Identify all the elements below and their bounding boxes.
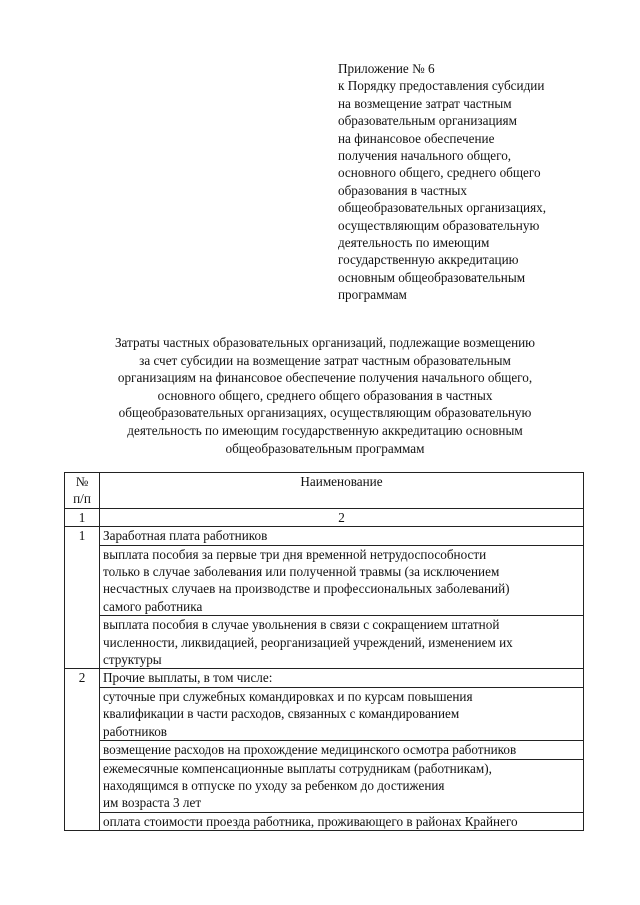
expenses-table (64, 472, 584, 831)
appendix-line: государственную аккредитацию (338, 252, 519, 268)
item-line: несчастных случаев на производстве и профессиональных заболеваний) (103, 581, 510, 597)
item-line: им возраста 3 лет (103, 795, 202, 811)
item-line: ежемесячные компенсационные выплаты сотрудникам (работникам), (103, 760, 492, 776)
appendix-line: осуществляющим образовательную (338, 217, 540, 233)
title-line: общеобразовательных организациях, осуществляющим образовательную (118, 405, 532, 421)
appendix-line: программам (338, 287, 407, 303)
colnum-2: 2 (100, 508, 584, 526)
list-item (100, 545, 583, 616)
header-name: Наименование (100, 473, 584, 509)
row-items (100, 527, 584, 669)
title-line: Затраты частных образовательных организаций, подлежащие возмещению (114, 335, 536, 350)
item-line: Заработная плата работников (103, 528, 268, 544)
header-num-line: п/п (73, 491, 91, 507)
header-num (65, 473, 100, 509)
appendix-line: на возмещение затрат частным (338, 95, 512, 111)
appendix-caption (338, 60, 598, 304)
item-line: структуры (103, 652, 162, 668)
appendix-line: общеобразовательных организациях, (338, 200, 547, 216)
appendix-line: образования в частных (338, 182, 467, 198)
appendix-line: образовательным организациям (338, 113, 517, 129)
list-item (100, 615, 583, 668)
appendix-line: Приложение № 6 (338, 61, 435, 76)
table-row (65, 669, 584, 831)
item-line: самого работника (103, 598, 203, 614)
item-line: оплата стоимости проезда работника, проживающего в районах Крайнего (103, 813, 518, 829)
list-item (100, 740, 583, 758)
title-line: общеобразовательным программам (225, 440, 425, 456)
item-line: выплата пособия за первые три дня временной нетрудоспособности (103, 546, 487, 562)
title-line: за счет субсидии на возмещение затрат частным образовательным (139, 352, 511, 368)
colnum-1: 1 (65, 508, 100, 526)
item-line: суточные при служебных командировках и по курсам повышения (103, 688, 473, 704)
list-item (100, 527, 583, 544)
item-line: Прочие выплаты, в том числе: (103, 670, 273, 686)
list-item (100, 687, 583, 740)
header-num-line: № (75, 474, 89, 489)
title-line: организациям на финансовое обеспечение получения начального общего, (117, 370, 533, 386)
title-line: основного общего, среднего общего образования в частных (157, 387, 493, 403)
item-line: квалификации в части расходов, связанных с командированием (103, 706, 460, 722)
appendix-line: получения начального общего, (338, 148, 512, 164)
title-line: деятельность по имеющим государственную аккредитацию основным (127, 422, 523, 438)
table-row (65, 527, 584, 669)
list-item (100, 759, 583, 812)
row-number: 1 (65, 527, 100, 669)
list-item (100, 669, 583, 686)
appendix-line: деятельность по имеющим (338, 235, 490, 251)
item-line: только в случае заболевания или полученной травмы (за исключением (103, 564, 500, 580)
row-items (100, 669, 584, 831)
item-line: возмещение расходов на прохождение медицинского осмотра работников (103, 742, 517, 758)
row-number: 2 (65, 669, 100, 831)
item-line: численности, ликвидацией, реорганизацией учреждений, изменением их (103, 634, 513, 650)
item-line: выплата пособия в случае увольнения в связи с сокращением штатной (103, 617, 500, 633)
appendix-line: к Порядку предоставления субсидии (338, 78, 545, 94)
appendix-line: основным общеобразовательным (338, 269, 526, 285)
document-title (60, 334, 590, 457)
item-line: находящимся в отпуске по уходу за ребенком до достижения (103, 777, 445, 793)
list-item (100, 812, 583, 830)
table-header-row (65, 473, 584, 509)
appendix-line: на финансовое обеспечение (338, 130, 495, 146)
item-line: работников (103, 723, 168, 739)
appendix-line: основного общего, среднего общего (338, 165, 541, 181)
column-number-row (65, 508, 584, 526)
